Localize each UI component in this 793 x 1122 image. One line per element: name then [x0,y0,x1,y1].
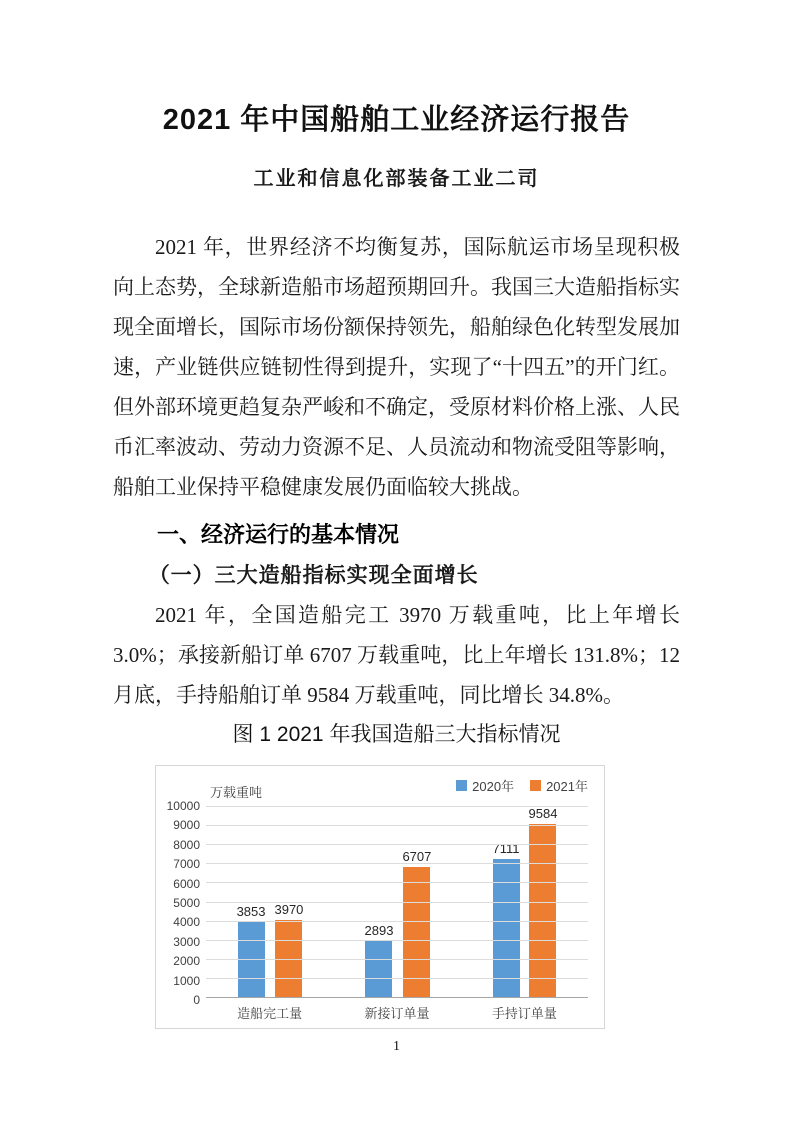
gridline [206,978,588,979]
gridline [206,882,588,883]
legend-item [530,776,588,795]
chart-legend [456,776,588,795]
y-axis-tick-label: 1000 [173,973,200,988]
subsection-heading: （一）三大造船指标实现全面增长 [148,563,479,587]
y-axis-tick-label: 8000 [173,837,200,852]
y-axis-tick-label: 4000 [173,915,200,930]
x-axis-category-label: 手持订单量 [491,1006,557,1021]
y-axis-tick-label: 5000 [173,896,200,910]
bar-data-label: 3853 [236,904,266,920]
y-axis-tick-label: 7000 [173,857,200,872]
gridline [206,940,588,941]
bar [365,941,392,997]
gridline [206,844,588,845]
gridline [206,806,588,807]
y-axis-tick-label: 2000 [173,954,200,969]
legend-swatch-icon [530,780,541,791]
gridline [206,921,588,922]
bar-data-label: 3970 [274,901,304,917]
chart-category-labels [206,1003,588,1022]
x-axis-category-label: 新接订单量 [364,1006,430,1021]
y-axis-tick-label: 10000 [166,799,200,813]
bar [493,859,520,997]
paragraph-intro: 2021 年，世界经济不均衡复苏，国际航运市场呈现积极向上态势，全球新造船市场超预期回升。我国三大造船指标实现全面增长，国际市场份额保持领先，船舶绿色化转型发展加速，产业链供应链韧性得到提升，实现了“十四五”的开门红。但外部环境更趋复杂严峻和不确定，受原材料价格上涨、人民币汇率波动、劳动力资源不足、人员流动和物流受阻等影响，船舶工业保持平稳健康发展仍面临较大挑战。 [113,235,680,499]
y-axis-tick-label: 9000 [173,818,200,833]
page-title: 2021 年中国船舶工业经济运行报告 [162,104,631,136]
bar-data-label: 9584 [528,806,558,821]
bar-chart [155,765,605,1029]
legend-label: 2021年 [546,779,588,794]
gridline [206,959,588,960]
doc-author: 工业和信息化部装备工业二司 [253,168,540,190]
gridline [206,902,588,903]
figure-caption: 图 1 2021 年我国造船三大指标情况 [232,723,561,746]
bar [529,824,556,997]
legend-label: 2020年 [472,779,515,794]
y-axis-tick-label: 0 [193,993,200,1007]
y-axis-tick-label: 6000 [173,876,200,891]
chart-unit-label: 万载重吨 [210,785,263,800]
bar-data-label: 6707 [402,848,432,864]
page-number: 1 [393,1039,400,1054]
bar-data-label: 2893 [364,922,394,938]
paragraph-indicators: 2021 年，全国造船完工 3970 万载重吨，比上年增长 3.0%；承接新船订单 6707 万载重吨，比上年增长 131.8%；12 月底，手持船舶订单 9584 万载重吨，同比增长 34.8%。 [113,603,680,707]
legend-item [456,776,514,795]
bar-data-label: 7111 [492,841,520,857]
x-axis-category-label: 造船完工量 [237,1006,303,1021]
gridline [206,863,588,864]
legend-swatch-icon [456,780,467,791]
gridline [206,825,588,826]
section-heading: 一、经济运行的基本情况 [157,522,400,547]
chart-plot [206,806,588,998]
y-axis-tick-label: 3000 [173,934,200,949]
